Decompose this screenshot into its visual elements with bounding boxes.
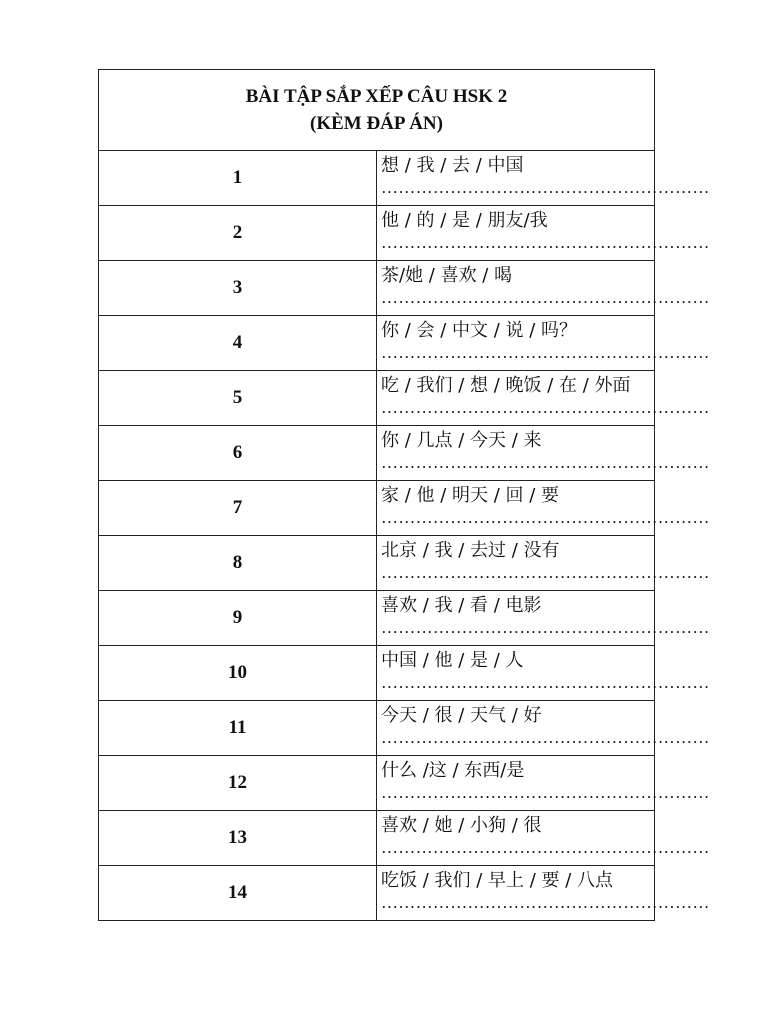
question-row bbox=[99, 151, 655, 206]
scrambled-words: 他 / 的 / 是 / 朋友/我 bbox=[381, 210, 548, 231]
scrambled-words: 吃饭 / 我们 / 早上 / 要 / 八点 bbox=[381, 870, 614, 891]
question-cell bbox=[377, 206, 710, 261]
question-number: 3 bbox=[99, 261, 377, 316]
scrambled-words: 中国 / 他 / 是 / 人 bbox=[381, 650, 524, 671]
question-cell bbox=[377, 426, 710, 481]
answer-line[interactable]: ………………………………………………… bbox=[381, 288, 710, 307]
question-row bbox=[99, 426, 655, 481]
question-row bbox=[99, 316, 655, 371]
question-cell bbox=[377, 151, 710, 206]
question-row bbox=[99, 591, 655, 646]
question-row bbox=[99, 701, 655, 756]
question-cell bbox=[377, 701, 710, 756]
answer-line[interactable]: ………………………………………………… bbox=[381, 728, 710, 747]
answer-line[interactable]: ………………………………………………… bbox=[381, 453, 710, 472]
answer-line[interactable]: ………………………………………………… bbox=[381, 838, 710, 857]
exercise-table bbox=[98, 69, 710, 921]
question-number: 7 bbox=[99, 481, 377, 536]
answer-line[interactable]: ………………………………………………… bbox=[381, 343, 710, 362]
question-cell bbox=[377, 591, 710, 646]
scrambled-words: 今天 / 很 / 天气 / 好 bbox=[381, 705, 542, 726]
question-number: 9 bbox=[99, 591, 377, 646]
answer-line[interactable]: ………………………………………………… bbox=[381, 563, 710, 582]
question-row bbox=[99, 261, 655, 316]
question-number: 2 bbox=[99, 206, 377, 261]
question-cell bbox=[377, 371, 710, 426]
question-cell bbox=[377, 536, 710, 591]
question-number: 4 bbox=[99, 316, 377, 371]
title-line-2: (KÈM ĐÁP ÁN) bbox=[310, 113, 443, 134]
question-row bbox=[99, 756, 655, 811]
answer-line[interactable]: ………………………………………………… bbox=[381, 673, 710, 692]
scrambled-words: 你 / 会 / 中文 / 说 / 吗？ bbox=[381, 320, 578, 341]
answer-line[interactable]: ………………………………………………… bbox=[381, 508, 710, 527]
question-number: 5 bbox=[99, 371, 377, 426]
answer-line[interactable]: ………………………………………………… bbox=[381, 398, 710, 417]
question-row bbox=[99, 866, 655, 921]
title-line-1: BÀI TẬP SẮP XẾP CÂU HSK 2 bbox=[245, 86, 508, 107]
question-row bbox=[99, 536, 655, 591]
scrambled-words: 你 / 几点 / 今天 / 来 bbox=[381, 430, 542, 451]
question-row bbox=[99, 371, 655, 426]
question-row bbox=[99, 481, 655, 536]
question-number: 6 bbox=[99, 426, 377, 481]
question-number: 14 bbox=[99, 866, 377, 921]
scrambled-words: 家 / 他 / 明天 / 回 / 要 bbox=[381, 485, 560, 506]
question-number: 11 bbox=[99, 701, 377, 756]
question-number: 1 bbox=[99, 151, 377, 206]
title-cell bbox=[99, 70, 655, 151]
question-cell bbox=[377, 261, 710, 316]
question-cell bbox=[377, 646, 710, 701]
question-cell bbox=[377, 481, 710, 536]
question-row bbox=[99, 811, 655, 866]
answer-line[interactable]: ………………………………………………… bbox=[381, 618, 710, 637]
question-number: 13 bbox=[99, 811, 377, 866]
answer-line[interactable]: ………………………………………………… bbox=[381, 178, 710, 197]
question-cell bbox=[377, 316, 710, 371]
title-row bbox=[99, 70, 655, 151]
question-cell bbox=[377, 756, 710, 811]
scrambled-words: 吃 / 我们 / 想 / 晚饭 / 在 / 外面 bbox=[381, 375, 631, 396]
answer-line[interactable]: ………………………………………………… bbox=[381, 893, 710, 912]
scrambled-words: 茶/她 / 喜欢 / 喝 bbox=[381, 265, 513, 286]
question-row bbox=[99, 206, 655, 261]
question-row bbox=[99, 646, 655, 701]
scrambled-words: 喜欢 / 我 / 看 / 电影 bbox=[381, 595, 542, 616]
scrambled-words: 北京 / 我 / 去过 / 没有 bbox=[381, 540, 560, 561]
question-cell bbox=[377, 811, 710, 866]
question-number: 12 bbox=[99, 756, 377, 811]
scrambled-words: 喜欢 / 她 / 小狗 / 很 bbox=[381, 815, 542, 836]
scrambled-words: 什么 /这 / 东西/是 bbox=[381, 760, 525, 781]
answer-line[interactable]: ………………………………………………… bbox=[381, 783, 710, 802]
scrambled-words: 想 / 我 / 去 / 中国 bbox=[381, 155, 524, 176]
question-cell bbox=[377, 866, 710, 921]
question-number: 8 bbox=[99, 536, 377, 591]
question-number: 10 bbox=[99, 646, 377, 701]
answer-line[interactable]: ………………………………………………… bbox=[381, 233, 710, 252]
